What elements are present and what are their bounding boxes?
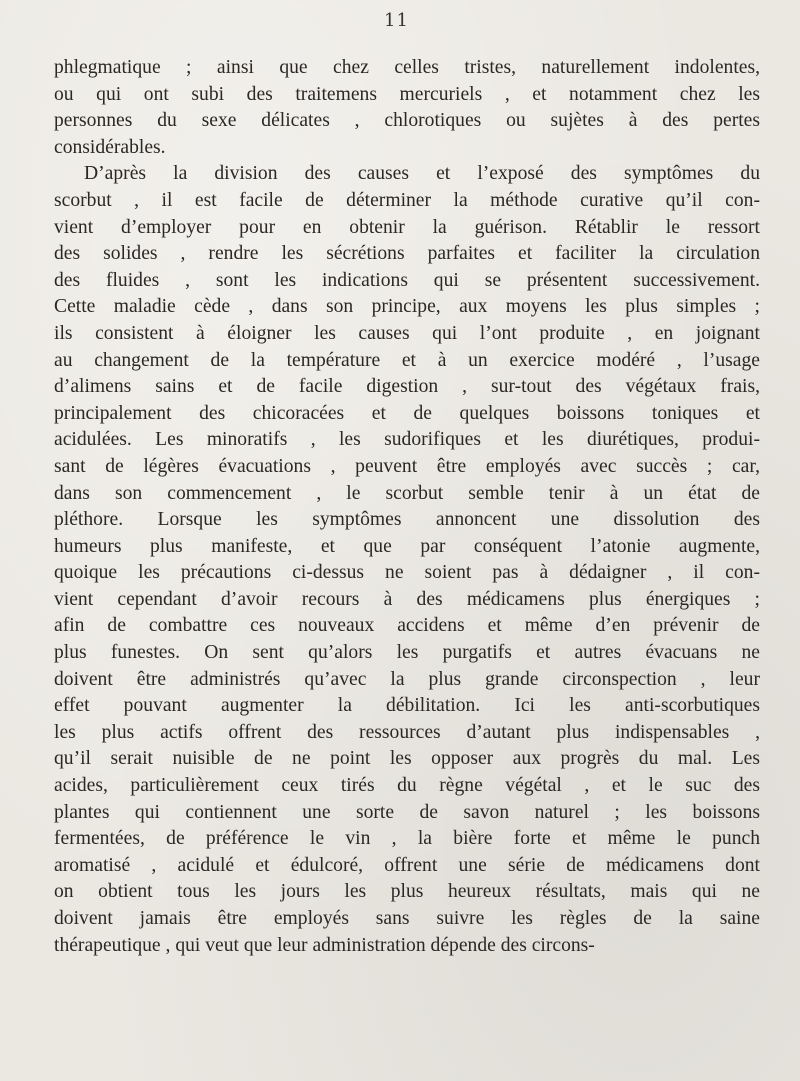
- body-text: [54, 55, 760, 959]
- text-line: d’alimens sains et de facile digestion , sur-tout des végétaux frais,: [54, 376, 760, 398]
- text-line: phlegmatique ; ainsi que chez celles tristes, naturellement indolentes,: [54, 57, 760, 78]
- text-line: personnes du sexe délicates , chlorotiques ou sujètes à des pertes: [54, 110, 760, 132]
- text-line: doivent jamais être employés sans suivre les règles de la saine: [54, 908, 760, 929]
- text-line: aromatisé , acidulé et édulcoré, offrent une série de médicamens dont: [54, 854, 760, 876]
- text-line: acides, particulièrement ceux tirés du règne végétal , et le suc des: [54, 775, 760, 797]
- text-line: vient cependant d’avoir recours à des médicamens plus énergiques ;: [54, 588, 760, 610]
- text-line: plantes qui contiennent une sorte de savon naturel ; les boissons: [54, 801, 760, 823]
- text-line: au changement de la température et à un exercice modéré , l’usage: [54, 349, 760, 371]
- text-line: les plus actifs offrent des ressources d’autant plus indispensables ,: [54, 721, 760, 743]
- text-line: effet pouvant augmenter la débilitation. Ici les anti-scorbutiques: [54, 695, 760, 717]
- text-line: doivent être administrés qu’avec la plus grande circonspection , leur: [54, 668, 760, 690]
- paragraph-2: [54, 161, 760, 959]
- page-number: 11: [384, 10, 409, 31]
- text-line: qu’il serait nuisible de ne point les opposer aux progrès du mal. Les: [54, 748, 760, 770]
- text-line: des solides , rendre les sécrétions parfaites et faciliter la circulation: [54, 243, 760, 265]
- text-line: on obtient tous les jours les plus heureux résultats, mais qui ne: [54, 881, 760, 903]
- text-line: dans son commencement , le scorbut semble tenir à un état de: [54, 482, 760, 504]
- text-line: principalement des chicoracées et de quelques boissons toniques et: [54, 402, 760, 424]
- text-line: Cette maladie cède , dans son principe, aux moyens les plus simples ;: [54, 296, 760, 318]
- text-line: plus funestes. On sent qu’alors les purgatifs et autres évacuans ne: [54, 642, 760, 664]
- paragraph-1: [54, 55, 760, 161]
- text-line: considérables.: [54, 136, 166, 158]
- text-line: fermentées, de préférence le vin , la bière forte et même le punch: [54, 828, 760, 850]
- text-line: sant de légères évacuations , peuvent être employés avec succès ; car,: [54, 455, 760, 477]
- text-line: des fluides , sont les indications qui se présentent successivement.: [54, 269, 760, 291]
- text-line: vient d’employer pour en obtenir la guérison. Rétablir le ressort: [54, 216, 760, 238]
- text-line: afin de combattre ces nouveaux accidens et même d’en prévenir de: [54, 615, 760, 637]
- text-line: D’après la division des causes et l’exposé des symptômes du: [84, 163, 760, 185]
- text-line: thérapeutique , qui veut que leur administration dépende des circons-: [54, 934, 595, 956]
- text-line: scorbut , il est facile de déterminer la méthode curative qu’il con-: [54, 189, 760, 211]
- text-line: ils consistent à éloigner les causes qui l’ont produite , en joignant: [54, 322, 760, 344]
- text-line: humeurs plus manifeste, et que par conséquent l’atonie augmente,: [54, 535, 760, 557]
- text-line: ou qui ont subi des traitemens mercuriels , et notamment chez les: [54, 83, 760, 105]
- text-line: acidulées. Les minoratifs , les sudorifiques et les diurétiques, produi-: [54, 429, 760, 451]
- text-line: pléthore. Lorsque les symptômes annoncent une dissolution des: [54, 509, 760, 531]
- text-line: quoique les précautions ci-dessus ne soient pas à dédaigner , il con-: [54, 562, 760, 584]
